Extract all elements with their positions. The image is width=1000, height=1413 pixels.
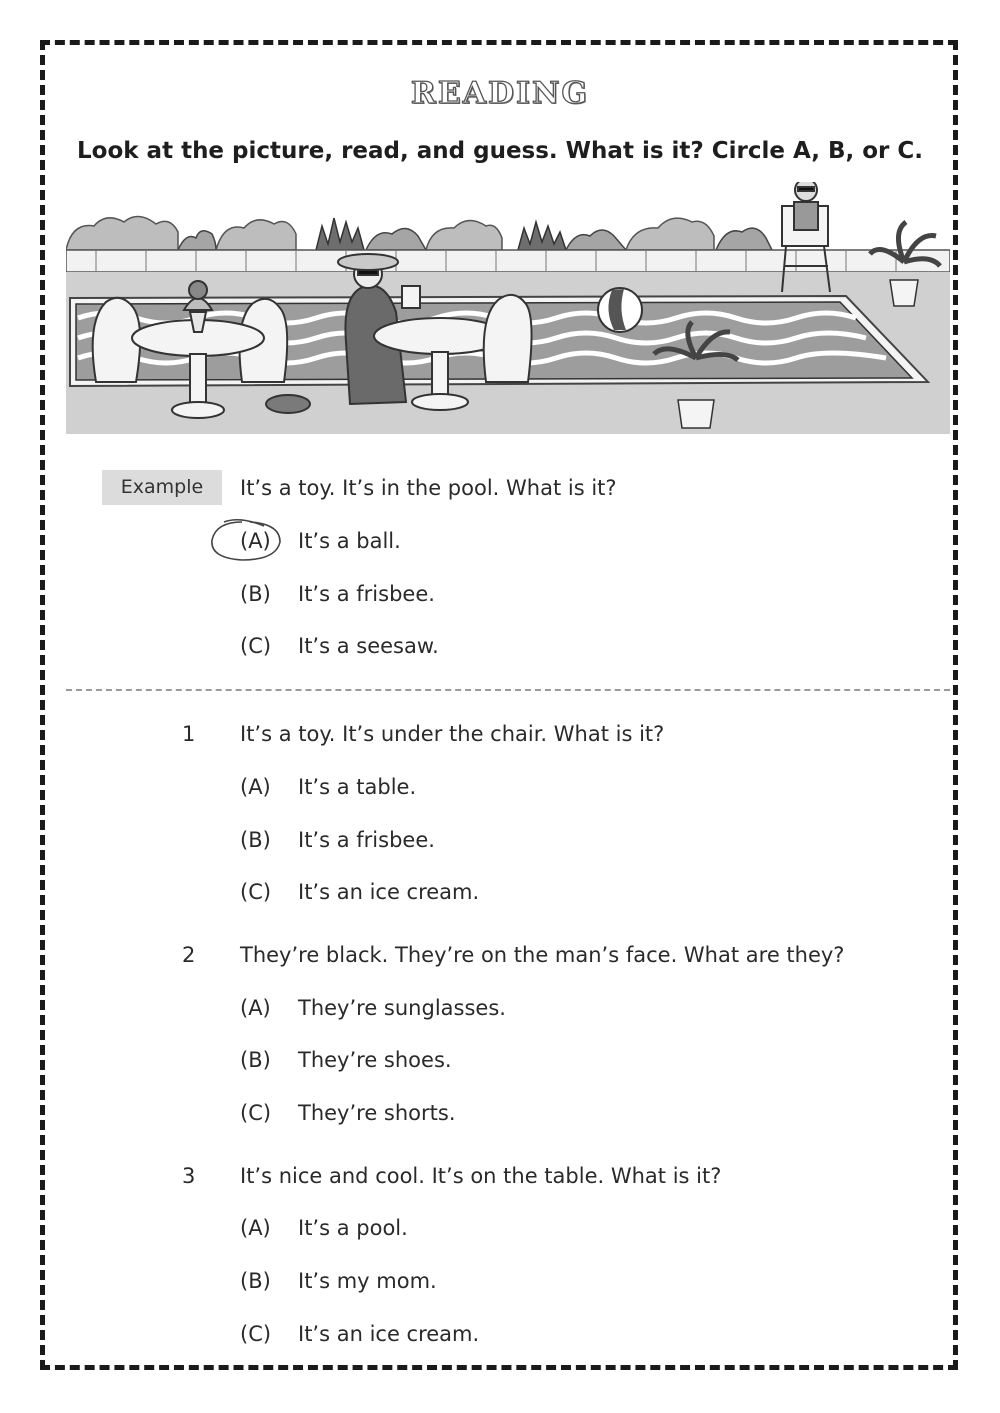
pool-scene-illustration [66, 182, 950, 434]
question-1-option-b-label[interactable]: (B) [240, 828, 271, 852]
question-1-option-c-label[interactable]: (C) [240, 880, 272, 904]
question-1-text: It’s a toy. It’s under the chair. What is it? [240, 722, 665, 746]
question-3-option-c-label[interactable]: (C) [240, 1322, 272, 1346]
question-1-number: 1 [182, 722, 196, 746]
question-2-option-c-label[interactable]: (C) [240, 1101, 272, 1125]
question-3-option-a-label[interactable]: (A) [240, 1216, 271, 1240]
example-option-b-text: It’s a frisbee. [298, 582, 435, 606]
example-option-a-text: It’s a ball. [298, 529, 401, 553]
example-option-c-label[interactable]: (C) [240, 634, 272, 658]
question-2-option-b-label[interactable]: (B) [240, 1048, 271, 1072]
question-3-number: 3 [182, 1164, 196, 1188]
frisbee [266, 395, 310, 413]
example-badge: Example [102, 470, 222, 505]
example-option-a-label[interactable]: (A) [240, 529, 271, 553]
question-1-option-a-label[interactable]: (A) [240, 775, 271, 799]
question-1-option-a-text: It’s a table. [298, 775, 417, 799]
question-3-text: It’s nice and cool. It’s on the table. What is it? [240, 1164, 722, 1188]
example-option-b-label[interactable]: (B) [240, 582, 271, 606]
question-1-option-b-text: It’s a frisbee. [298, 828, 435, 852]
question-3-option-b-label[interactable]: (B) [240, 1269, 271, 1293]
section-divider [66, 689, 950, 691]
question-2-number: 2 [182, 943, 196, 967]
question-3-option-a-text: It’s a pool. [298, 1216, 408, 1240]
back-wall [66, 250, 950, 272]
page-title: READING [410, 76, 590, 111]
question-2-option-a-text: They’re sunglasses. [298, 996, 506, 1020]
question-2-text: They’re black. They’re on the man’s face. What are they? [240, 943, 845, 967]
example-option-c-text: It’s a seesaw. [298, 634, 439, 658]
beach-ball [598, 288, 642, 332]
question-2-option-a-label[interactable]: (A) [240, 996, 271, 1020]
question-2-option-b-text: They’re shoes. [298, 1048, 452, 1072]
question-2-option-c-text: They’re shorts. [298, 1101, 456, 1125]
question-1-option-c-text: It’s an ice cream. [298, 880, 480, 904]
example-question: It’s a toy. It’s in the pool. What is it? [240, 476, 617, 500]
question-3-option-b-text: It’s my mom. [298, 1269, 437, 1293]
question-3-option-c-text: It’s an ice cream. [298, 1322, 480, 1346]
instruction-text: Look at the picture, read, and guess. What is it? Circle A, B, or C. [76, 138, 923, 164]
